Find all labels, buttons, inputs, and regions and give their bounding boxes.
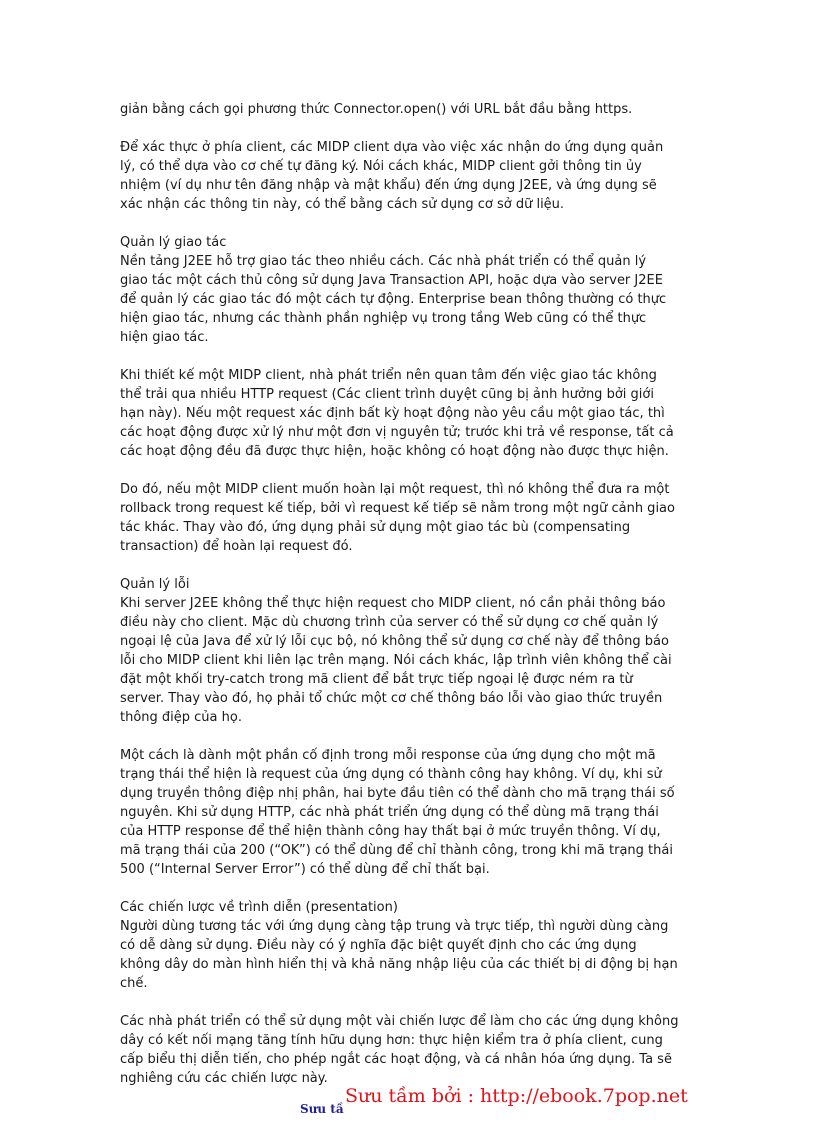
paragraph-transactions-2	[120, 366, 705, 461]
text-line: Do đó, nếu một MIDP client muốn hoàn lại một request, thì nó không thể đưa ra một	[120, 482, 670, 497]
text-line: thông điệp của họ.	[120, 710, 242, 725]
paragraph-transactions-3	[120, 480, 705, 556]
text-line: không dây do màn hình hiển thị và khả năng nhập liệu của các thiết bị di động bị hạn	[120, 957, 678, 972]
text-line: dây có kết nối mạng tăng tính hữu dụng hơn: thực hiện kiểm tra ở phía client, cung	[120, 1033, 663, 1048]
text-line: hiện giao tác.	[120, 330, 209, 345]
text-line: điều này cho client. Mặc dù chương trình của server có thể sử dụng cơ chế quản lý	[120, 615, 659, 630]
text-line: lý, có thể dựa vào cơ chế tự đăng ký. Nói cách khác, MIDP client gởi thông tin ủy	[120, 159, 642, 174]
text-line: để quản lý các giao tác đó một cách tự động. Enterprise bean thông thường có thực	[120, 292, 667, 307]
text-line: 500 (“Internal Server Error”) có thể dùng để chỉ thất bại.	[120, 862, 490, 877]
text-line: Nền tảng J2EE hỗ trợ giao tác theo nhiều cách. Các nhà phát triển có thể quản lý	[120, 254, 647, 269]
text-line: server. Thay vào đó, họ phải tổ chức một cơ chế thông báo lỗi vào giao thức truyền	[120, 691, 663, 706]
heading-errors: Quản lý lỗi	[120, 577, 190, 592]
text-line: dụng truyền thông điệp nhị phân, hai byte đầu tiên có thể dành cho mã trạng thái số	[120, 786, 675, 801]
paragraph-transactions-1	[120, 252, 705, 347]
text-line: hạn này). Nếu một request xác định bất kỳ hoạt động nào yêu cầu một giao tác, thì	[120, 406, 665, 421]
paragraph-presentation-1	[120, 917, 705, 993]
text-line: giản bằng cách gọi phương thức Connector.open() với URL bắt đầu bằng https.	[120, 102, 633, 117]
text-line: ngoại lệ của Java để xử lý lỗi cục bộ, nó không thể sử dụng cơ chế này để thông báo	[120, 634, 669, 649]
text-line: transaction) để hoàn lại request đó.	[120, 539, 353, 554]
text-line: hiện giao tác, nhưng các thành phần nghiệp vụ trong tầng Web cũng có thể thực	[120, 311, 647, 326]
text-line: Một cách là dành một phần cố định trong mỗi response của ứng dụng cho một mã	[120, 748, 656, 763]
footer-credit-link[interactable]: Sưu tầm bởi : http://ebook.7pop.net	[345, 1085, 688, 1107]
text-line: cấp biểu thị diễn tiến, cho phép ngắt các hoạt động, và cá nhân hóa ứng dụng. Ta sẽ	[120, 1052, 672, 1067]
text-line: các hoạt động đều đã được thực hiện, hoặc không có hoạt động nào được thực hiện.	[120, 444, 669, 459]
text-line: xác nhận các thông tin này, có thể bằng cách sử dụng cơ sở dữ liệu.	[120, 197, 565, 212]
text-line: rollback trong request kế tiếp, bởi vì request kế tiếp sẽ nằm trong một ngữ cảnh giao	[120, 501, 675, 516]
text-line: tác khác. Thay vào đó, ứng dụng phải sử dụng một giao tác bù (compensating	[120, 520, 631, 535]
text-line: nguyên. Khi sử dụng HTTP, các nhà phát triển ứng dụng có thể dùng mã trạng thái	[120, 805, 659, 820]
text-line: chế.	[120, 976, 148, 991]
text-line: nghiêng cứu các chiến lược này.	[120, 1071, 328, 1086]
paragraph-presentation-2	[120, 1012, 705, 1088]
text-line: giao tác một cách thủ công sử dụng Java Transaction API, hoặc dựa vào server J2EE	[120, 273, 663, 288]
footer-prefix: Sưu tầ	[300, 1102, 344, 1116]
text-line: Các nhà phát triển có thể sử dụng một vài chiến lược để làm cho các ứng dụng không	[120, 1014, 679, 1029]
text-line: mã trạng thái của 200 (“OK”) có thể dùng để chỉ thành công, trong khi mã trạng thái	[120, 843, 673, 858]
footer-watermark	[300, 1082, 720, 1122]
text-line: có dễ dàng sử dụng. Điều này có ý nghĩa đặc biệt quyết định cho các ứng dụng	[120, 938, 637, 953]
text-line: đặt một khối try-catch trong mã client để bắt trực tiếp ngoại lệ được ném ra từ	[120, 672, 633, 687]
page-body	[120, 100, 705, 1107]
heading-transactions: Quản lý giao tác	[120, 235, 227, 250]
text-line: trạng thái thể hiện là request của ứng dụng có thành công hay không. Ví dụ, khi sử	[120, 767, 662, 782]
paragraph-client-auth	[120, 138, 705, 214]
text-line: Người dùng tương tác với ứng dụng càng tập trung và trực tiếp, thì người dùng càng	[120, 919, 669, 934]
text-line: thể trải qua nhiều HTTP request (Các client trình duyệt cũng bị ảnh hưởng bởi giới	[120, 387, 654, 402]
text-line: các hoạt động được xử lý như một đơn vị nguyên tử; trước khi trả về response, tất cả	[120, 425, 674, 440]
text-line: nhiệm (ví dụ như tên đăng nhập và mật khẩu) đến ứng dụng J2EE, và ứng dụng sẽ	[120, 178, 657, 193]
opening-line	[120, 100, 705, 119]
text-line: Khi server J2EE không thể thực hiện request cho MIDP client, nó cần phải thông báo	[120, 596, 666, 611]
paragraph-errors-1	[120, 594, 705, 727]
paragraph-errors-2	[120, 746, 705, 879]
text-line: Để xác thực ở phía client, các MIDP client dựa vào việc xác nhận do ứng dụng quản	[120, 140, 664, 155]
heading-presentation: Các chiến lược về trình diễn (presentation)	[120, 900, 398, 915]
text-line: của HTTP response để thể hiện thành công hay thất bại ở mức truyền thông. Ví dụ,	[120, 824, 661, 839]
text-line: lỗi cho MIDP client khi liên lạc trên mạng. Nói cách khác, lập trình viên không thể cài	[120, 653, 672, 668]
text-line: Khi thiết kế một MIDP client, nhà phát triển nên quan tâm đến việc giao tác không	[120, 368, 657, 383]
